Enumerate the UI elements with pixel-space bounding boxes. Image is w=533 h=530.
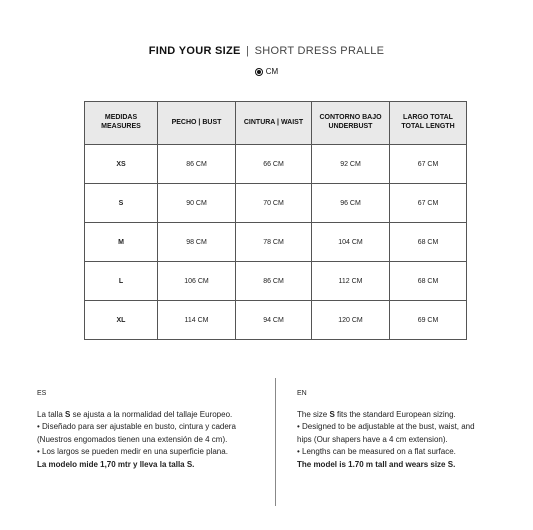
size-chart-table [84, 101, 467, 340]
title-separator: | [246, 45, 250, 57]
size-cell: L [85, 262, 158, 301]
header-total-length: LARGO TOTAL TOTAL LENGTH [390, 102, 467, 145]
waist-cell: 86 CM [236, 262, 312, 301]
length-cell: 69 CM [390, 301, 467, 340]
model-note: The model is 1.70 m tall and wears size S. [297, 459, 456, 469]
underbust-cell: 104 CM [312, 223, 390, 262]
notes-english [297, 388, 527, 471]
note-line: La talla S se ajusta a la normalidad del tallaje Europeo. [37, 409, 233, 419]
size-cell: XS [85, 145, 158, 184]
bust-cell: 98 CM [158, 223, 236, 262]
note-line: • Designed to be adjustable at the bust, waist, and [297, 422, 475, 431]
waist-cell: 66 CM [236, 145, 312, 184]
bust-cell: 86 CM [158, 145, 236, 184]
waist-cell: 94 CM [236, 301, 312, 340]
size-cell: M [85, 223, 158, 262]
bust-cell: 114 CM [158, 301, 236, 340]
table-row [85, 223, 467, 262]
header-waist: CINTURA | WAIST [236, 102, 312, 145]
note-line: (Nuestros engomados tienen una extensión de 4 cm). [37, 434, 228, 444]
size-cell: S [85, 184, 158, 223]
model-note: La modelo mide 1,70 mtr y lleva la talla S. [37, 459, 195, 469]
underbust-cell: 112 CM [312, 262, 390, 301]
length-cell: 67 CM [390, 145, 467, 184]
note-line: • Lengths can be measured on a flat surface. [297, 447, 456, 456]
note-line: hips (Our shapers have a 4 cm extension). [297, 434, 448, 444]
table-row [85, 145, 467, 184]
note-line: • Los largos se pueden medir en una superficie plana. [37, 447, 228, 456]
size-cell: XL [85, 301, 158, 340]
header-underbust: CONTORNO BAJO UNDERBUST [312, 102, 390, 145]
bust-cell: 90 CM [158, 184, 236, 223]
note-line: The size S fits the standard European sizing. [297, 409, 456, 419]
bust-cell: 106 CM [158, 262, 236, 301]
lang-label-es: ES [37, 390, 47, 397]
product-name: SHORT DRESS PRALLE [254, 45, 385, 57]
underbust-cell: 92 CM [312, 145, 390, 184]
radio-selected-icon[interactable] [255, 68, 263, 76]
table-header-row [85, 102, 467, 145]
underbust-cell: 96 CM [312, 184, 390, 223]
lang-label-en: EN [297, 390, 307, 397]
header-bust: PECHO | BUST [158, 102, 236, 145]
table-row [85, 262, 467, 301]
page-title [0, 45, 533, 57]
waist-cell: 70 CM [236, 184, 312, 223]
unit-label: CM [265, 67, 279, 76]
length-cell: 68 CM [390, 223, 467, 262]
underbust-cell: 120 CM [312, 301, 390, 340]
notes-spanish [37, 388, 272, 471]
column-divider [275, 378, 276, 506]
table-row [85, 184, 467, 223]
header-measures: MEDIDAS MEASURES [85, 102, 158, 145]
waist-cell: 78 CM [236, 223, 312, 262]
table-row [85, 301, 467, 340]
title-main: FIND YOUR SIZE [148, 45, 241, 57]
note-line: • Diseñado para ser ajustable en busto, cintura y cadera [37, 422, 236, 431]
length-cell: 68 CM [390, 262, 467, 301]
unit-cm-radio[interactable] [0, 67, 533, 76]
length-cell: 67 CM [390, 184, 467, 223]
